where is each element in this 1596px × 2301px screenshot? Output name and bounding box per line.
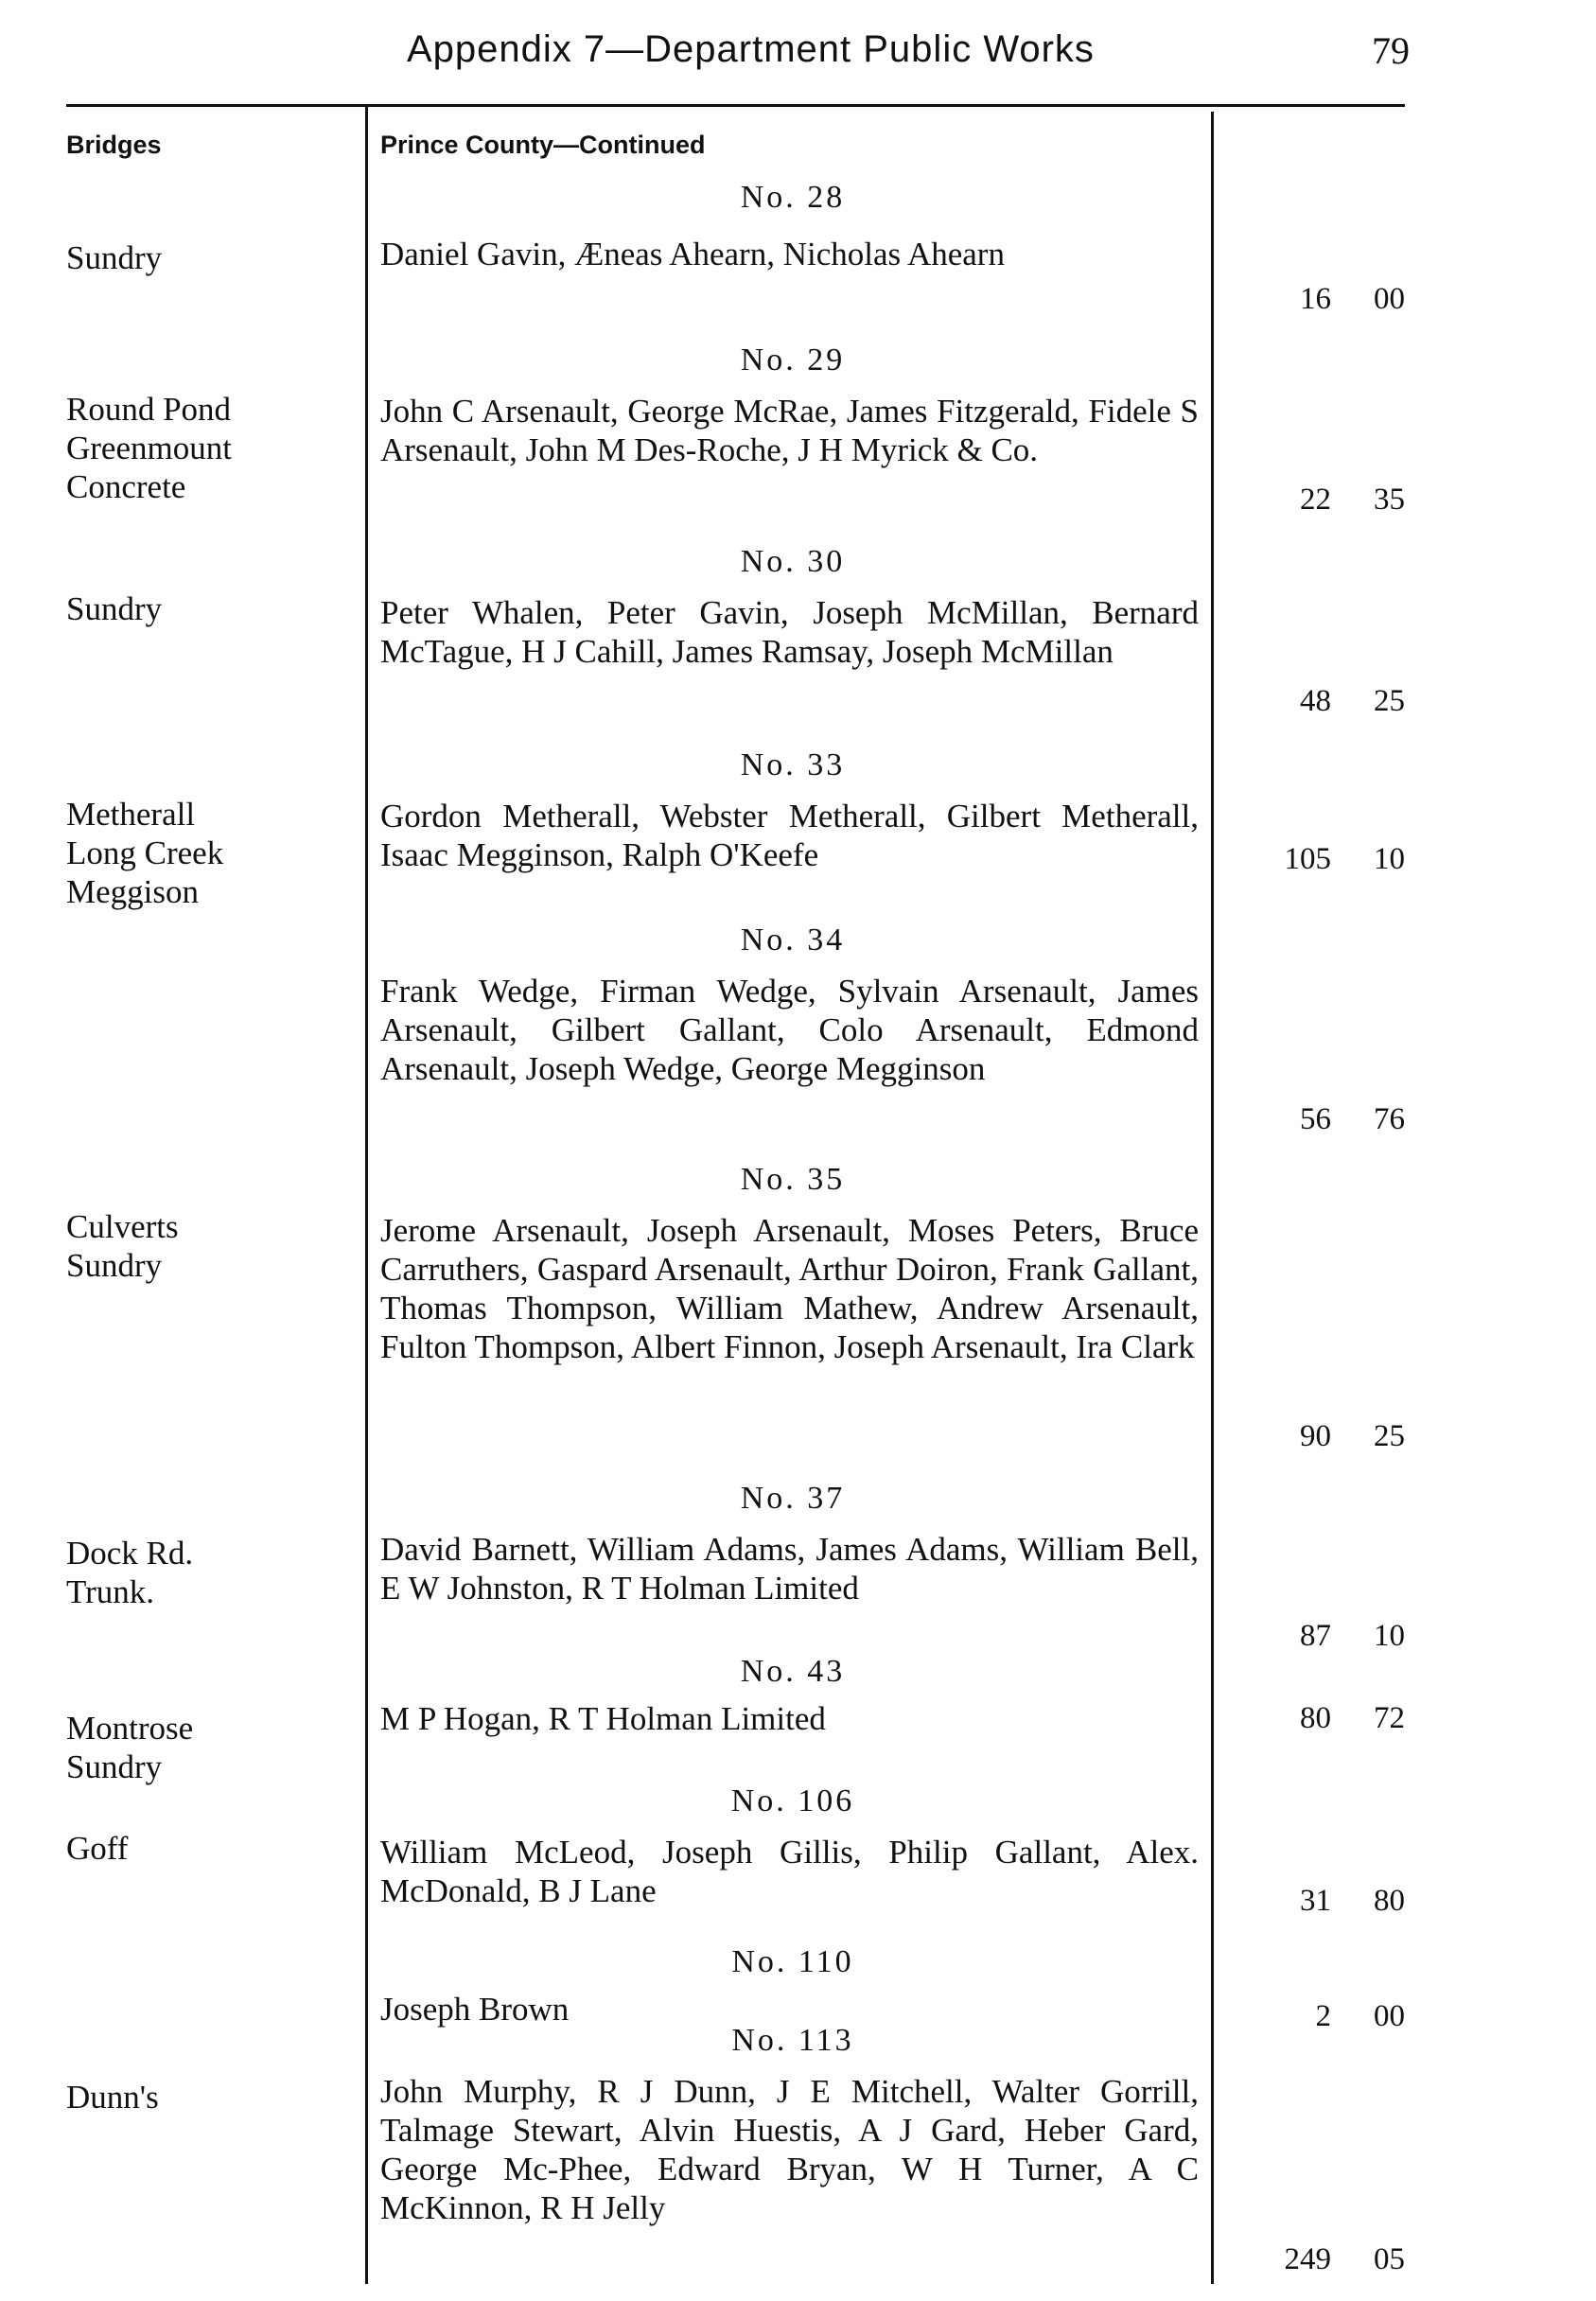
bridges-column-heading: Bridges bbox=[66, 131, 162, 159]
amount-cents: 25 bbox=[1374, 684, 1405, 718]
amount-cents: 10 bbox=[1374, 1619, 1405, 1653]
amount-cents: 76 bbox=[1374, 1102, 1405, 1136]
payee-names: Peter Whalen, Peter Gavin, Joseph McMillan, Bernard McTague, H J Cahill, James Ramsay, Joseph McMillan bbox=[380, 594, 1199, 670]
entry-number: No. 110 bbox=[731, 1944, 854, 1979]
payee-names: Gordon Metherall, Webster Metherall, Gilbert Metherall, Isaac Megginson, Ralph O'Keefe bbox=[380, 798, 1199, 873]
bridge-name: Dock Rd. bbox=[66, 1535, 194, 1572]
entry-number: No. 113 bbox=[731, 2023, 854, 2058]
payee-names: John Murphy, R J Dunn, J E Mitchell, Walter Gorrill, Talmage Stewart, Alvin Huestis, A J Gard, Heber Gard, George Mc-Phee, Edward Bryan, W H Turner, A C McKinnon, R H Jelly bbox=[380, 2073, 1199, 2226]
amount-cents: 00 bbox=[1374, 1999, 1405, 2033]
column-divider-right bbox=[1211, 112, 1214, 2284]
entry-number: No. 35 bbox=[740, 1162, 846, 1197]
amount-cents: 80 bbox=[1374, 1884, 1405, 1918]
bridge-name: Dunn's bbox=[66, 2079, 159, 2116]
entry-number: No. 37 bbox=[740, 1481, 846, 1516]
entry-number: No. 30 bbox=[740, 544, 846, 579]
page-header bbox=[66, 26, 1410, 83]
entry-number: No. 106 bbox=[730, 1783, 855, 1818]
bridge-names bbox=[66, 795, 360, 911]
payee-names: Jerome Arsenault, Joseph Arsenault, Moses Peters, Bruce Carruthers, Gaspard Arsenault, Arthur Doiron, Frank Gallant, Thomas Thompson, William Mathew, Andrew Arsenault, Fulton Thompson, Albert Finnon, Joseph Arsenault, Ira Clark bbox=[380, 1212, 1199, 1365]
bridge-name: Culverts bbox=[66, 1208, 179, 1245]
bridge-names bbox=[66, 2078, 360, 2117]
bridge-name: Sundry bbox=[66, 590, 163, 627]
amount-dollars: 16 bbox=[1300, 282, 1331, 316]
amount-dollars: 249 bbox=[1284, 2242, 1331, 2276]
entry-number: No. 43 bbox=[740, 1654, 846, 1689]
entry-number: No. 29 bbox=[740, 343, 846, 378]
bridge-names bbox=[66, 238, 360, 277]
bridge-name: Concrete bbox=[66, 468, 186, 505]
header-rule bbox=[66, 104, 1405, 107]
bridge-names bbox=[66, 1829, 360, 1868]
entry-number: No. 34 bbox=[740, 922, 846, 957]
bridge-names bbox=[66, 589, 360, 628]
bridge-name: Long Creek bbox=[66, 834, 224, 871]
payee-names: M P Hogan, R T Holman Limited bbox=[380, 1700, 826, 1737]
amount-cents: 00 bbox=[1374, 282, 1405, 316]
amount-dollars: 22 bbox=[1300, 483, 1331, 517]
running-title: Appendix 7—Department Public Works bbox=[407, 28, 1095, 70]
column-divider-left bbox=[365, 106, 368, 2284]
bridge-name: Sundry bbox=[66, 1748, 163, 1785]
amount-cents: 72 bbox=[1374, 1701, 1405, 1735]
amount-dollars: 2 bbox=[1315, 1999, 1331, 2033]
county-column-heading: Prince County—Continued bbox=[380, 131, 706, 159]
amount-dollars: 87 bbox=[1300, 1619, 1331, 1653]
amount-cents: 35 bbox=[1374, 483, 1405, 517]
bridge-name: Goff bbox=[66, 1830, 129, 1867]
page-number: 79 bbox=[1372, 29, 1410, 72]
bridge-name: Greenmount bbox=[66, 430, 232, 466]
amount-cents: 10 bbox=[1374, 842, 1405, 876]
bridge-name: Montrose bbox=[66, 1710, 194, 1747]
payee-names: John C Arsenault, George McRae, James Fitzgerald, Fidele S Arsenault, John M Des-Roche, J H Myrick & Co. bbox=[380, 393, 1199, 468]
payee-names: Joseph Brown bbox=[380, 1991, 570, 2028]
amount-dollars: 56 bbox=[1300, 1102, 1331, 1136]
payee-names: William McLeod, Joseph Gillis, Philip Gallant, Alex. McDonald, B J Lane bbox=[380, 1834, 1199, 1909]
amount-dollars: 90 bbox=[1300, 1419, 1331, 1453]
bridge-names bbox=[66, 390, 360, 506]
amount-dollars: 31 bbox=[1300, 1884, 1331, 1918]
bridge-names bbox=[66, 1207, 360, 1285]
bridge-name: Trunk. bbox=[66, 1573, 155, 1610]
bridge-name: Meggison bbox=[66, 873, 199, 910]
bridge-name: Round Pond bbox=[66, 391, 232, 428]
amount-cents: 25 bbox=[1374, 1419, 1405, 1453]
entry-number: No. 33 bbox=[740, 747, 846, 782]
entry-number: No. 28 bbox=[740, 180, 846, 215]
bridge-names bbox=[66, 1709, 360, 1786]
bridge-names bbox=[66, 1534, 360, 1611]
amount-dollars: 48 bbox=[1300, 684, 1331, 718]
bridge-name: Metherall bbox=[66, 796, 196, 833]
payee-names: Frank Wedge, Firman Wedge, Sylvain Arsenault, James Arsenault, Gilbert Gallant, Colo Arsenault, Edmond Arsenault, Joseph Wedge, George Megginson bbox=[380, 973, 1199, 1087]
payee-names: Daniel Gavin, Æneas Ahearn, Nicholas Ahearn bbox=[380, 236, 1005, 272]
amount-dollars: 105 bbox=[1284, 842, 1331, 876]
bridge-name: Sundry bbox=[66, 239, 163, 276]
payee-names: David Barnett, William Adams, James Adams, William Bell, E W Johnston, R T Holman Limited bbox=[380, 1531, 1199, 1607]
bridge-name: Sundry bbox=[66, 1247, 163, 1284]
amount-cents: 05 bbox=[1374, 2242, 1405, 2276]
amount-dollars: 80 bbox=[1300, 1701, 1331, 1735]
